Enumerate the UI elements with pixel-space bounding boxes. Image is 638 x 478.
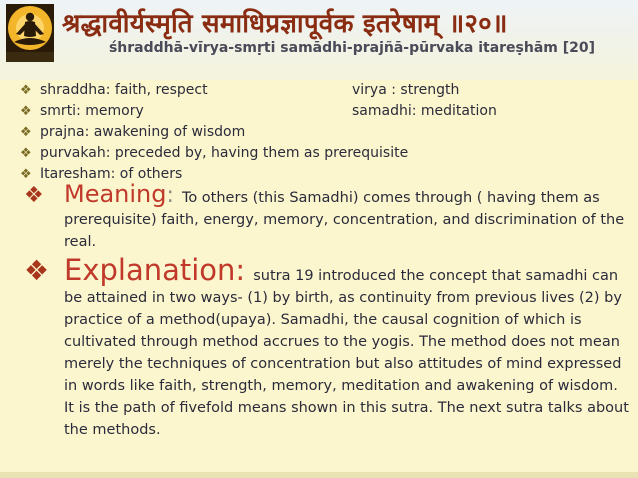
explanation-first-line: sutra 19 introduced the concept that samadhi can [253,268,619,284]
transliteration-subtitle: śhraddhā-vīrya-smṛti samādhi-prajñā-pūrvaka itareṣhām [20] [108,40,596,56]
diamond-bullet-icon: ❖ [20,167,32,182]
meaning-heading: Meaning [64,180,167,208]
meditation-logo-icon [6,4,54,62]
diamond-bullet-icon: ❖ [20,104,32,119]
definition-row [20,80,460,101]
diamond-bullet-icon: ❖ [20,146,32,161]
diamond-bullet-icon: ❖ [20,125,32,140]
definition-smrti: smrti: memory [40,103,144,119]
definition-prajna: prajna: awakening of wisdom [40,124,246,140]
sanskrit-title: श्रद्धावीर्यस्मृति समाधिप्रज्ञापूर्वक इतरेषाम् ॥२०॥ [62,9,508,39]
diamond-bullet-icon: ❖ [24,254,50,287]
definition-row [20,143,408,164]
definition-samadhi: samadhi: meditation [352,103,497,119]
definition-purvakah: purvakah: preceded by, having them as prerequisite [40,145,409,161]
definitions-list [20,80,497,185]
meaning-colon: : [166,183,174,208]
explanation-heading: Explanation: [64,253,246,287]
explanation-text: be attained in two ways- (1) by birth, as continuity from previous lives (2) by practice of a method(upaya). Samadhi, the causal cognition of which is cultivated through method accrues to the yogis. The method does not mean merely the techniques of concentration but also attitudes of mind expressed in words like faith, strength, memory, meditation and awakening of wisdom. It is the path of fivefold means shown in this sutra. The next sutra talks about the methods. [64,290,629,438]
meaning-section [24,180,630,253]
meaning-text: prerequisite) faith, energy, memory, concentration, and discrimination of the real. [64,212,625,250]
definition-row [20,101,497,122]
footer-divider [0,472,638,478]
diamond-bullet-icon: ❖ [20,83,32,98]
diamond-bullet-icon: ❖ [24,183,44,208]
explanation-section [24,253,630,441]
definition-itaresham: Itaresham: of others [40,166,183,182]
definition-row [20,122,408,143]
meaning-first-line: To others (this Samadhi) comes through ( having them as [181,190,600,206]
definition-shraddha: shraddha: faith, respect [40,82,208,98]
definition-virya: virya : strength [352,82,460,98]
